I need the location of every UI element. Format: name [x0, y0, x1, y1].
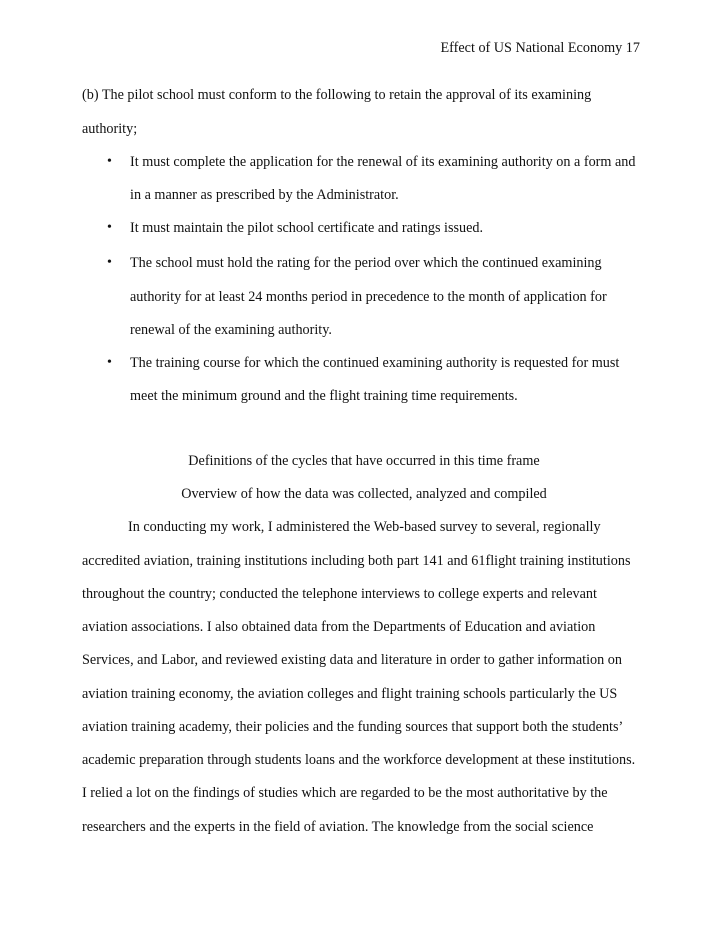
paragraph-line-5: Services, and Labor, and reviewed existing data and literature in order to gather information on [82, 652, 622, 668]
paragraph-line-8: academic preparation through students loans and the workforce development at these institutions. [82, 752, 636, 768]
paragraph-line-1: In conducting my work, I administered the Web-based survey to several, regionally [128, 519, 601, 535]
paragraph-line-2: accredited aviation, training institutions including both part 141 and 61flight training institutions [82, 553, 631, 569]
paragraph-line-7: aviation training academy, their policies and the funding sources that support both the students’ [82, 719, 624, 735]
heading-overview: Overview of how the data was collected, analyzed and compiled [181, 486, 547, 502]
running-head: Effect of US National Economy 17 [440, 40, 640, 56]
bullet-marker-3: • [107, 255, 112, 270]
bullet-1-line-1: It must complete the application for the renewal of its examining authority on a form and [130, 154, 636, 170]
bullet-marker-4: • [107, 355, 112, 370]
paragraph-line-6: aviation training economy, the aviation colleges and flight training schools particularly the US [82, 686, 618, 702]
paragraph-line-10: researchers and the experts in the field of aviation. The knowledge from the social science [82, 819, 594, 835]
heading-definitions: Definitions of the cycles that have occurred in this time frame [188, 453, 540, 469]
intro-line-2: authority; [82, 121, 138, 137]
bullet-1-line-2: in a manner as prescribed by the Administrator. [130, 187, 399, 203]
paragraph-line-9: I relied a lot on the findings of studies which are regarded to be the most authoritative by the [82, 785, 608, 801]
paragraph-line-3: throughout the country; conducted the telephone interviews to college experts and relevant [82, 586, 597, 602]
intro-line-1: (b) The pilot school must conform to the following to retain the approval of its examining [82, 87, 592, 103]
bullet-2-line-1: It must maintain the pilot school certificate and ratings issued. [130, 220, 484, 236]
paragraph-line-4: aviation associations. I also obtained data from the Departments of Education and aviation [82, 619, 596, 635]
bullet-3-line-2: authority for at least 24 months period in precedence to the month of application for [130, 289, 607, 305]
bullet-3-line-1: The school must hold the rating for the period over which the continued examining [130, 255, 602, 271]
bullet-3-line-3: renewal of the examining authority. [130, 322, 332, 338]
bullet-marker-1: • [107, 154, 112, 169]
bullet-4-line-2: meet the minimum ground and the flight training time requirements. [130, 388, 518, 404]
bullet-marker-2: • [107, 220, 112, 235]
bullet-4-line-1: The training course for which the continued examining authority is requested for must [130, 355, 620, 371]
